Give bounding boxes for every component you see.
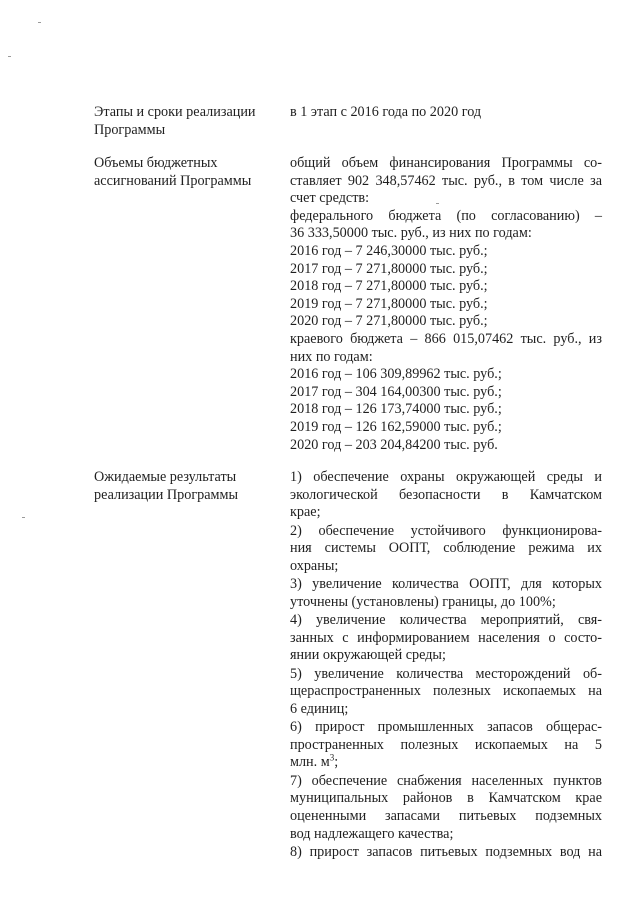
label-line: реализации Программы bbox=[94, 486, 239, 503]
result-line: вод надлежащего качества; bbox=[290, 825, 454, 842]
result-line: 3) увеличение количества ООПТ, для которых bbox=[290, 576, 602, 593]
scan-mark bbox=[22, 517, 25, 518]
stages-value: в 1 этап с 2016 года по 2020 год bbox=[290, 104, 482, 120]
budget-intro-line: ставляет 902 348,57462 тыс. руб., в том числе за bbox=[290, 172, 602, 189]
budget-intro-line: общий объем финансирования Программы со- bbox=[290, 155, 602, 171]
result-line: муниципальных районов в Камчатском крае bbox=[290, 790, 602, 807]
federal-year-line: 2017 год – 7 271,80000 тыс. руб.; bbox=[290, 260, 488, 277]
label-line: Ожидаемые результаты bbox=[94, 469, 237, 485]
result-line: 1) обеспечение охраны окружающей среды и bbox=[290, 469, 602, 485]
regional-year-line: 2017 год – 304 164,00300 тыс. руб.; bbox=[290, 383, 502, 400]
result-line: 2) обеспечение устойчивого функционирова- bbox=[290, 522, 602, 539]
result-item bbox=[290, 666, 602, 719]
result-line: щераспространенных полезных ископаемых на bbox=[290, 683, 602, 700]
result-line: 7) обеспечение снабжения населенных пунктов bbox=[290, 772, 602, 789]
label-line: Программы bbox=[94, 121, 166, 138]
result-item bbox=[290, 773, 602, 843]
result-item bbox=[290, 523, 602, 576]
result-item bbox=[290, 576, 602, 611]
result-line: охраны; bbox=[290, 557, 339, 574]
result-line: оцененными запасами питьевых подземных bbox=[290, 808, 602, 825]
result-line: 5) увеличение количества месторождений об- bbox=[290, 665, 602, 682]
label-stages bbox=[94, 104, 274, 139]
result-line: янии окружающей среды; bbox=[290, 647, 446, 664]
label-line: Объемы бюджетных bbox=[94, 155, 218, 171]
result-item bbox=[290, 844, 602, 862]
regional-line: них по годам: bbox=[290, 348, 373, 365]
superscript: 3 bbox=[329, 752, 335, 763]
result-line-tail: ; bbox=[334, 754, 339, 771]
result-line: 8) прирост запасов питьевых подземных вод на bbox=[290, 844, 602, 861]
result-line: ния системы ООПТ, соблюдение режима их bbox=[290, 540, 602, 557]
scan-mark bbox=[8, 56, 11, 57]
result-item bbox=[290, 469, 602, 522]
result-line-with-unit bbox=[290, 754, 602, 772]
result-line: уточнены (установлены) границы, до 100%; bbox=[290, 593, 556, 610]
label-line: ассигнований Программы bbox=[94, 172, 252, 189]
result-line: крае; bbox=[290, 504, 321, 521]
budget-intro-line: счет средств: bbox=[290, 190, 370, 207]
result-item bbox=[290, 719, 602, 772]
regional-line: краевого бюджета – 866 015,07462 тыс. руб., из bbox=[290, 330, 602, 347]
result-line: экологической безопасности в Камчатском bbox=[290, 486, 602, 503]
result-line: занных с информированием населения о состо- bbox=[290, 629, 602, 646]
federal-year-line: 2019 год – 7 271,80000 тыс. руб.; bbox=[290, 295, 488, 312]
federal-line: федерального бюджета (по согласованию) – bbox=[290, 207, 602, 224]
regional-year-line: 2016 год – 106 309,89962 тыс. руб.; bbox=[290, 366, 502, 383]
value-stages bbox=[290, 104, 602, 122]
federal-year-line: 2020 год – 7 271,80000 тыс. руб.; bbox=[290, 313, 488, 330]
result-item bbox=[290, 612, 602, 665]
result-line: 6 единиц; bbox=[290, 700, 349, 717]
result-line-text: млн. м bbox=[290, 754, 330, 771]
result-line: 6) прирост промышленных запасов общерас- bbox=[290, 719, 602, 736]
regional-year-line: 2020 год – 203 204,84200 тыс. руб. bbox=[290, 436, 498, 453]
results-list bbox=[290, 469, 602, 862]
federal-year-line: 2018 год – 7 271,80000 тыс. руб.; bbox=[290, 278, 488, 295]
budget-content bbox=[290, 155, 602, 454]
federal-year-line: 2016 год – 7 246,30000 тыс. руб.; bbox=[290, 242, 488, 259]
federal-line: 36 333,50000 тыс. руб., из них по годам: bbox=[290, 225, 532, 242]
regional-year-line: 2019 год – 126 162,59000 тыс. руб.; bbox=[290, 418, 502, 435]
result-line: 4) увеличение количества мероприятий, свя- bbox=[290, 612, 602, 629]
scan-mark bbox=[38, 22, 41, 23]
label-line: Этапы и сроки реализации bbox=[94, 104, 256, 120]
label-budget bbox=[94, 155, 274, 190]
label-results bbox=[94, 469, 274, 504]
result-line: пространенных полезных ископаемых на 5 bbox=[290, 736, 602, 753]
regional-year-line: 2018 год – 126 173,74000 тыс. руб.; bbox=[290, 401, 502, 418]
